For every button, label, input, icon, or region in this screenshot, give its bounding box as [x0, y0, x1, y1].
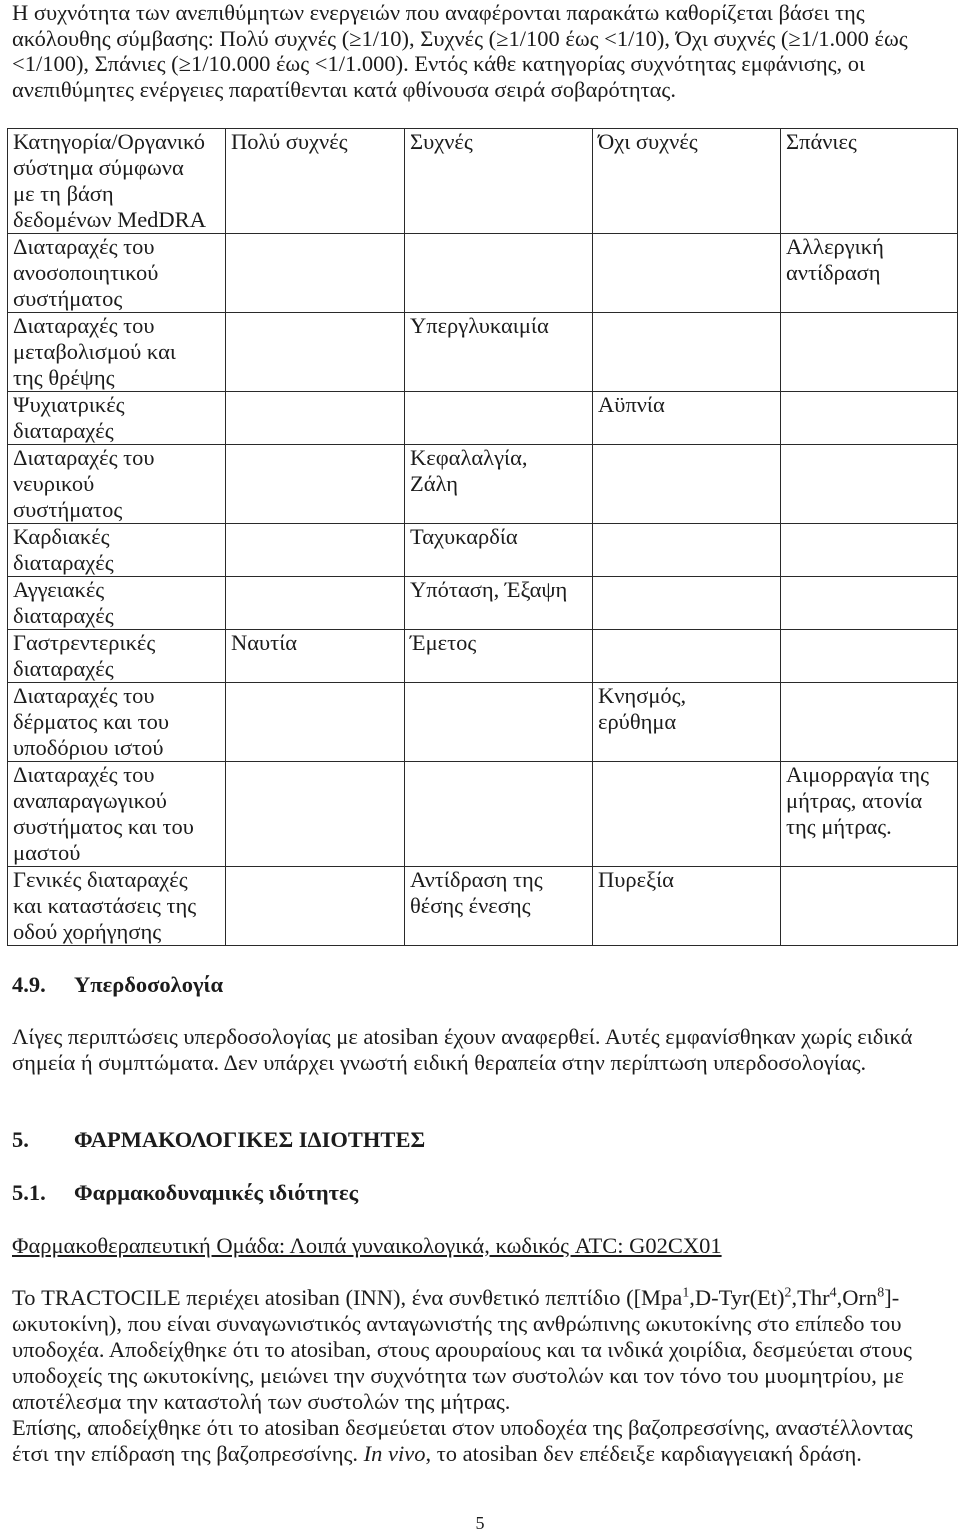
text-run: , το atosiban δεν επέδειξε καρδιαγγειακή δράση.: [425, 1441, 862, 1466]
table-row: [8, 762, 958, 867]
cell-rare: [781, 392, 958, 445]
cell-common: [405, 762, 593, 867]
formula-text: Το TRACTOCILE περιέχει atosiban (INN), ένα συνθετικό πεπτίδιο ([Mpa: [12, 1285, 683, 1310]
table-row: [8, 524, 958, 577]
paragraph-line-with-italic: [12, 1441, 913, 1467]
section-number: 4.9.: [12, 972, 46, 997]
superscript: 2: [784, 1285, 792, 1301]
cell-category: Ψυχιατρικές διαταραχές: [8, 392, 226, 445]
cell-uncommon: [593, 234, 781, 313]
cell-category: Καρδιακές διαταραχές: [8, 524, 226, 577]
cell-very-common: [226, 234, 405, 313]
cell-very-common: [226, 313, 405, 392]
superscript: 4: [829, 1285, 837, 1301]
table-row: [8, 683, 958, 762]
header-very-common: Πολύ συχνές: [226, 129, 405, 234]
cell-uncommon: Κνησμός, ερύθημα: [593, 683, 781, 762]
adverse-reactions-table: [7, 128, 958, 946]
cell-very-common: [226, 392, 405, 445]
formula-line: [12, 1285, 913, 1311]
paragraph-line: ακόλουθης σύμβασης: Πολύ συχνές (≥1/10), Συχνές (≥1/100 έως <1/10), Όχι συχνές (≥1/1.000 έως: [12, 25, 908, 51]
formula-text: ,Thr: [791, 1285, 830, 1310]
formula-text: ,D-Tyr(Et): [689, 1285, 785, 1310]
text-run: έτσι την επίδραση της βαζοπρεσσίνης.: [12, 1441, 364, 1466]
italic-term: In vivo: [363, 1441, 426, 1466]
cell-rare: [781, 445, 958, 524]
paragraph-line: <1/100), Σπάνιες (≥1/10.000 έως <1/1.000). Εντός κάθε κατηγορίας συχνότητας εμφάνισης, οι: [12, 51, 866, 76]
cell-category: Διαταραχές του αναπαραγωγικού συστήματος και του μαστού: [8, 762, 226, 867]
section-number: 5.1.: [12, 1180, 46, 1205]
cell-very-common: [226, 524, 405, 577]
cell-uncommon: [593, 524, 781, 577]
table-row: [8, 313, 958, 392]
paragraph-line: υποδοχείς της ωκυτοκίνης, μειώνει την συχνότητα των συστολών και τον τόνο του μυομητρίου, με: [12, 1363, 904, 1388]
cell-category: Αγγειακές διαταραχές: [8, 577, 226, 630]
paragraph-line: υποδοχέα. Αποδείχθηκε ότι το atosiban, στους αρουραίους και τα ινδικά χοιρίδια, δεσμεύεται στους: [12, 1337, 912, 1362]
cell-very-common: Ναυτία: [226, 630, 405, 683]
cell-rare: [781, 313, 958, 392]
cell-category: Διαταραχές του δέρματος και του υποδόριου ιστού: [8, 683, 226, 762]
cell-uncommon: [593, 577, 781, 630]
superscript: 1: [682, 1285, 690, 1301]
table-header-row: [8, 129, 958, 234]
paragraph-line: Λίγες περιπτώσεις υπερδοσολογίας με atosiban έχουν αναφερθεί. Αυτές εμφανίσθηκαν χωρίς ειδικά: [12, 1024, 913, 1049]
paragraph-line: αποτέλεσμα την καταστολή των συστολών της μήτρας.: [12, 1389, 511, 1414]
cell-very-common: [226, 762, 405, 867]
cell-common: Κεφαλαλγία, Ζάλη: [405, 445, 593, 524]
cell-common: [405, 683, 593, 762]
cell-rare: [781, 683, 958, 762]
cell-rare: Αλλεργική αντίδραση: [781, 234, 958, 313]
paragraph-line: ωκυτοκίνη), που είναι συναγωνιστικός ανταγωνιστής της ανθρώπινης ωκυτοκίνης στο επίπεδο του: [12, 1311, 902, 1336]
paragraph-line: ανεπιθύμητες ενέργειες παρατίθενται κατά φθίνουσα σειρά σοβαρότητας.: [12, 76, 676, 102]
paragraph-line: Επίσης, αποδείχθηκε ότι το atosiban δεσμεύεται στον υποδοχέα της βαζοπρεσσίνης, αναστέλλοντας: [12, 1415, 913, 1440]
paragraph-line: Η συχνότητα των ανεπιθύμητων ενεργειών που αναφέρονται παρακάτω καθορίζεται βάσει της: [12, 0, 865, 25]
frequency-convention-paragraph: [12, 0, 908, 102]
section-title: ΦΑΡΜΑΚΟΛΟΓΙΚΕΣ ΙΔΙΟΤΗΤΕΣ: [74, 1127, 426, 1152]
cell-rare: [781, 524, 958, 577]
header-common: Συχνές: [405, 129, 593, 234]
cell-uncommon: [593, 445, 781, 524]
header-rare: Σπάνιες: [781, 129, 958, 234]
formula-text: ,Orn: [836, 1285, 878, 1310]
page-number: 5: [475, 1513, 485, 1533]
section-title: Φαρμακοδυναμικές ιδιότητες: [74, 1180, 359, 1205]
overdose-paragraph: [12, 1024, 912, 1076]
cell-common: Υπεργλυκαιμία: [405, 313, 593, 392]
cell-uncommon: Αϋπνία: [593, 392, 781, 445]
table-row: [8, 630, 958, 683]
cell-rare: [781, 577, 958, 630]
pharmacodynamics-paragraph: [12, 1285, 913, 1467]
section-title: Υπερδοσολογία: [74, 972, 224, 997]
cell-uncommon: [593, 630, 781, 683]
table-row: [8, 445, 958, 524]
superscript: 8: [877, 1285, 885, 1301]
table-row: [8, 392, 958, 445]
section-number: 5.: [12, 1127, 29, 1152]
table-row: [8, 234, 958, 313]
cell-category: Γαστρεντερικές διαταραχές: [8, 630, 226, 683]
section-4-9-heading: [12, 972, 223, 998]
cell-uncommon: [593, 762, 781, 867]
cell-rare: Αιμορραγία της μήτρας, ατονία της μήτρας.: [781, 762, 958, 867]
formula-text: ]-: [884, 1285, 900, 1310]
cell-common: Έμετος: [405, 630, 593, 683]
cell-very-common: [226, 445, 405, 524]
cell-uncommon: Πυρεξία: [593, 867, 781, 946]
cell-very-common: [226, 577, 405, 630]
cell-category: Διαταραχές του νευρικού συστήματος: [8, 445, 226, 524]
table-row: [8, 577, 958, 630]
header-uncommon: Όχι συχνές: [593, 129, 781, 234]
therapeutic-group-line: Φαρμακοθεραπευτική Ομάδα: Λοιπά γυναικολογικά, κωδικός ATC: G02CX01: [12, 1233, 722, 1258]
cell-category: Διαταραχές του μεταβολισμού και της θρέψης: [8, 313, 226, 392]
cell-very-common: [226, 867, 405, 946]
cell-common: Υπόταση, Έξαψη: [405, 577, 593, 630]
cell-uncommon: [593, 313, 781, 392]
paragraph-line: σημεία ή συμπτώματα. Δεν υπάρχει γνωστή ειδική θεραπεία στην περίπτωση υπερδοσολογίας.: [12, 1050, 867, 1075]
header-category: Κατηγορία/Οργανικό σύστημα σύμφωνα με τη βάση δεδομένων MedDRA: [8, 129, 226, 234]
cell-common: Αντίδραση της θέσης ένεσης: [405, 867, 593, 946]
cell-common: [405, 392, 593, 445]
section-5-heading: [12, 1127, 425, 1153]
cell-rare: [781, 867, 958, 946]
section-5-1-heading: [12, 1180, 358, 1206]
cell-common: [405, 234, 593, 313]
cell-category: Γενικές διαταραχές και καταστάσεις της οδού χορήγησης: [8, 867, 226, 946]
cell-rare: [781, 630, 958, 683]
cell-very-common: [226, 683, 405, 762]
cell-category: Διαταραχές του ανοσοποιητικού συστήματος: [8, 234, 226, 313]
table-row: [8, 867, 958, 946]
cell-common: Ταχυκαρδία: [405, 524, 593, 577]
